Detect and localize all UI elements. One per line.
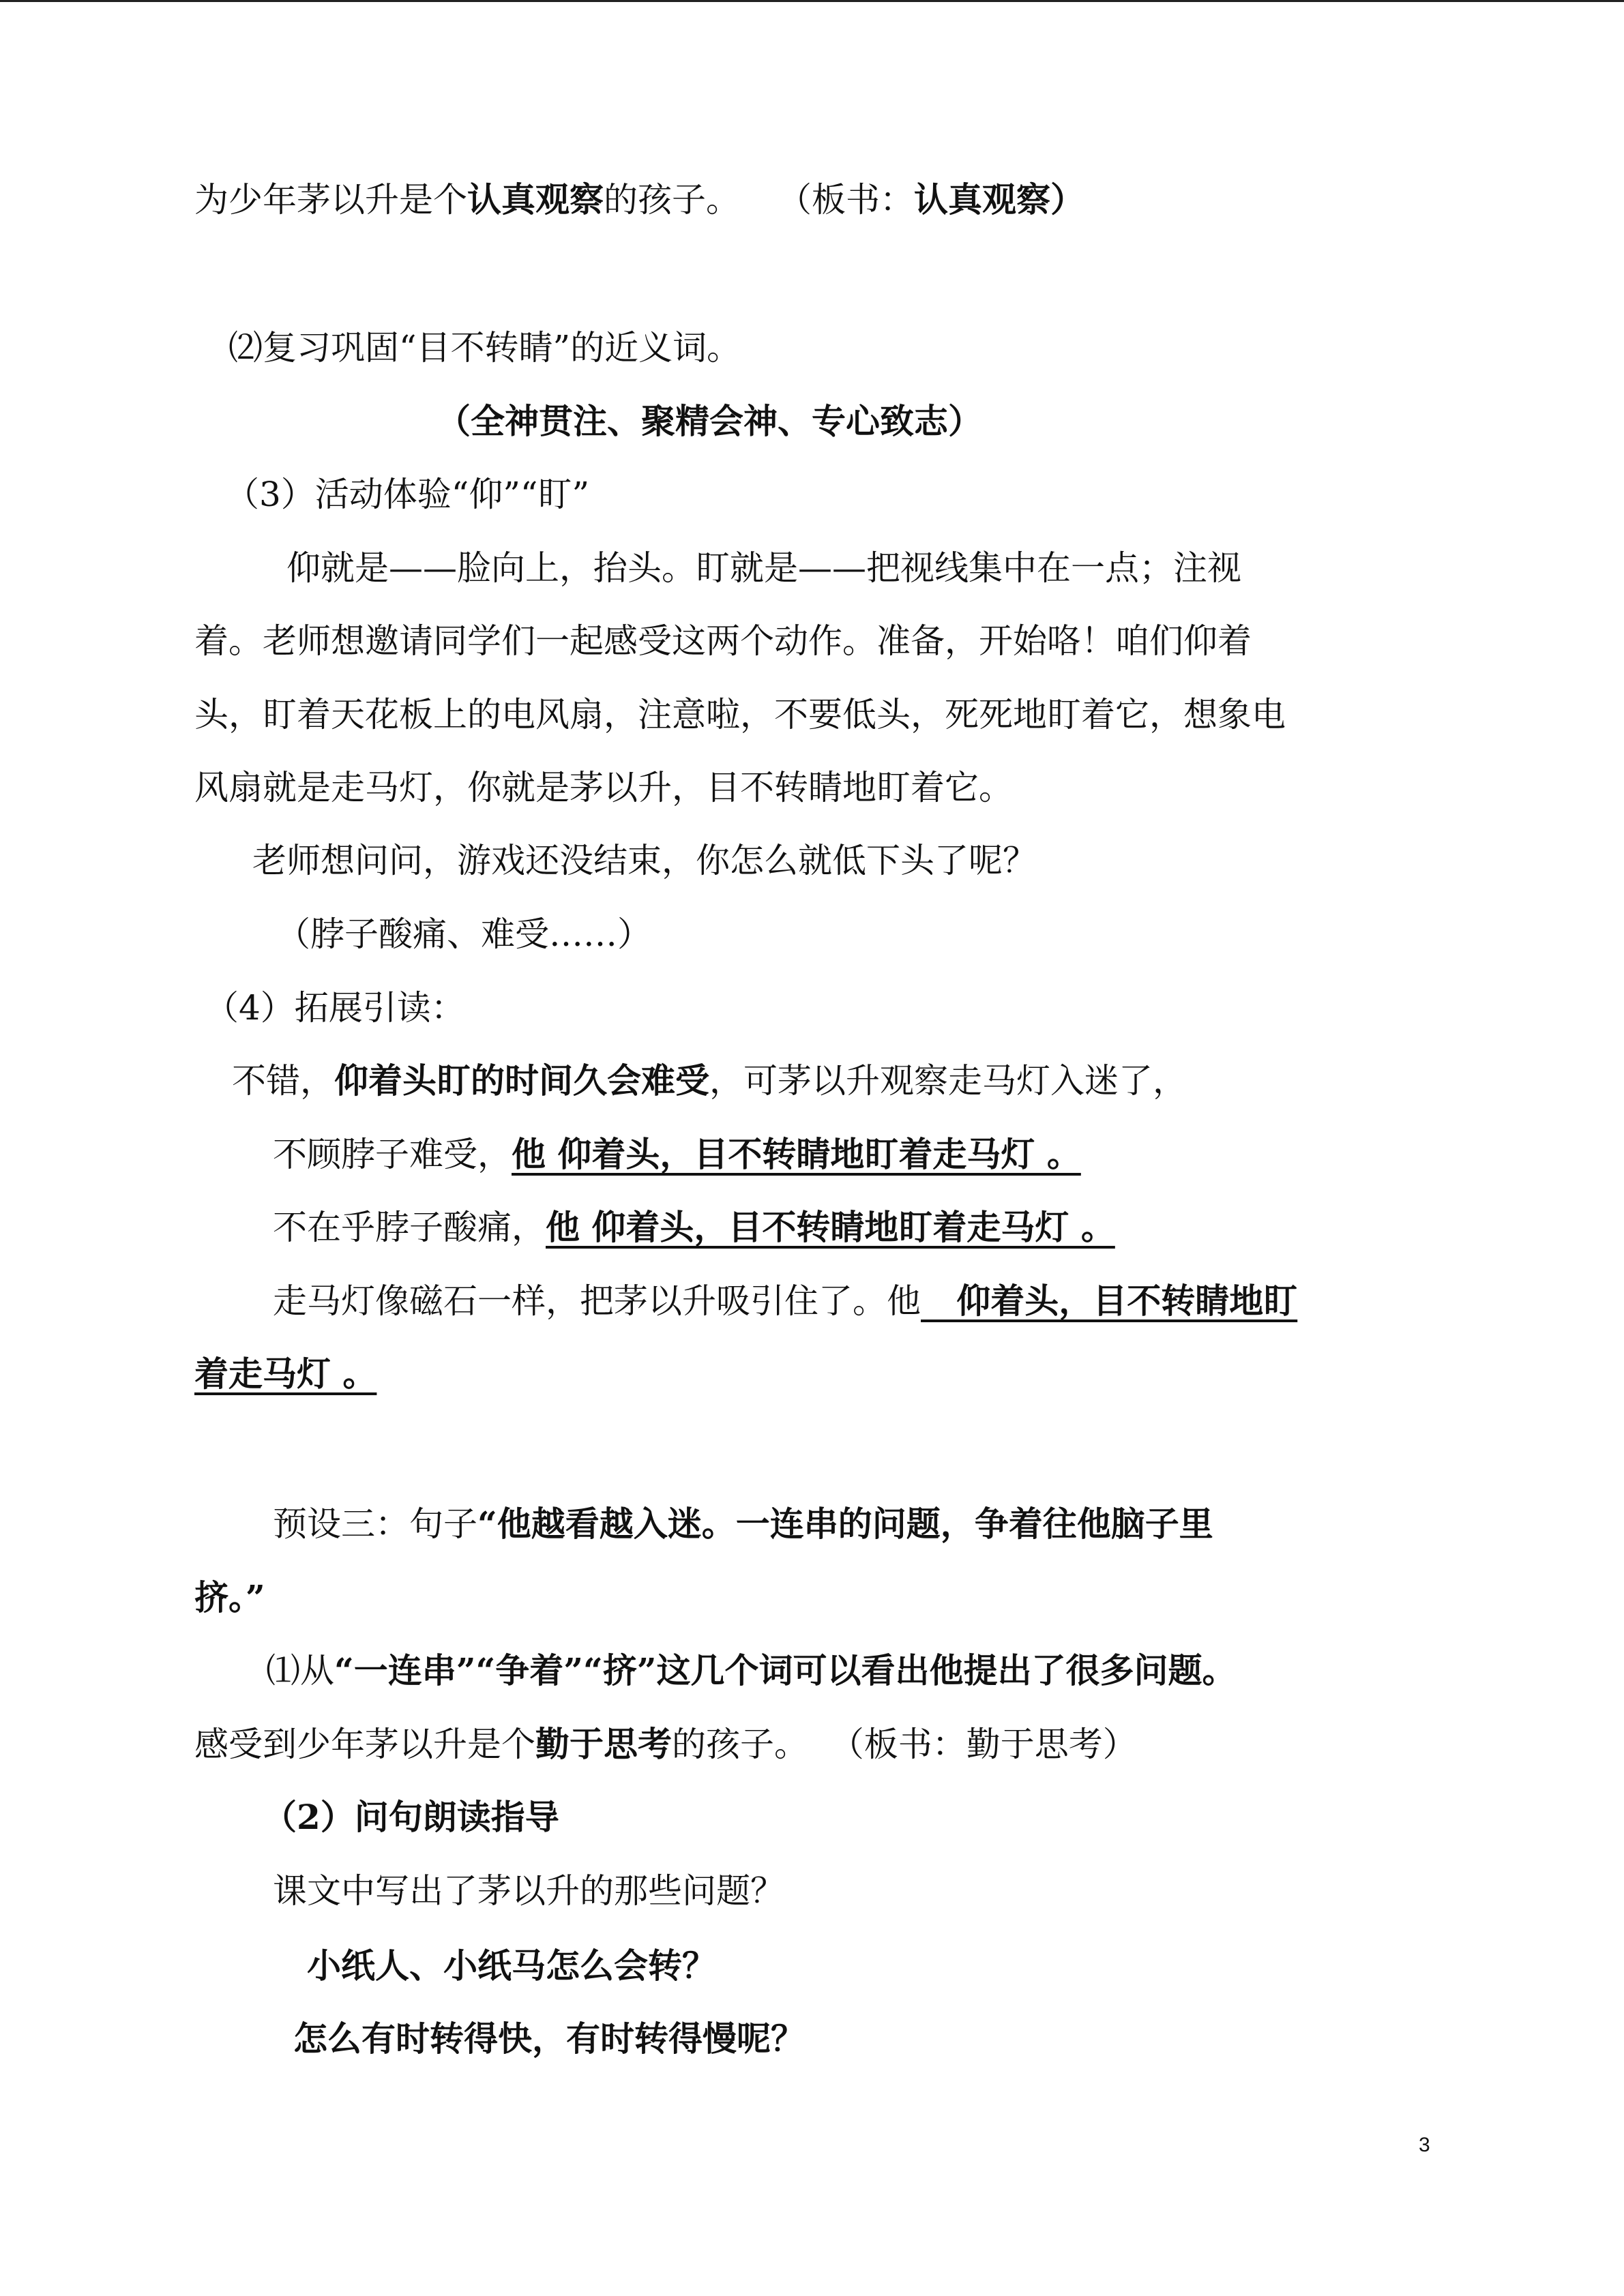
text-line-8: 风扇就是走马灯，你就是茅以升，目不转睛地盯着它。 <box>194 768 1013 807</box>
underlined-answer: 他 仰着头，目不转睛地盯着走马灯 。 <box>546 1207 1115 1247</box>
text-segment: 走马灯像磁石一样，把茅以升吸引住了。他 <box>273 1281 921 1321</box>
text-segment: 预设三：句子 <box>273 1504 477 1544</box>
text-line-23: 小纸人、小纸马怎么会转？ <box>307 1945 716 1986</box>
text-line-19 <box>266 1650 1237 1691</box>
text-line-4: （3）活动体验“仰”“盯” <box>225 475 590 514</box>
emphasis-text: 仰着头盯的时间久会难受 <box>334 1060 709 1101</box>
emphasis-text: 认真观察 <box>467 179 604 220</box>
text-line-17 <box>273 1504 1213 1545</box>
text-segment: ⑴从 <box>266 1651 334 1690</box>
text-segment: 为少年茅以升是个 <box>194 180 467 220</box>
text-line-16: 着走马灯 。 <box>194 1354 377 1394</box>
text-line-22: 课文中写出了茅以升的那些问题？ <box>273 1871 784 1911</box>
text-segment: （板书： <box>795 180 914 220</box>
emphasis-text: “一连串”“争着”“挤”这几个词可以看出他提出了很多问题。 <box>334 1650 1237 1690</box>
emphasis-text: 勤于思考 <box>535 1724 672 1764</box>
underlined-answer: 他 仰着头，目不转睛地盯着走马灯 。 <box>512 1134 1081 1174</box>
text-line-24: 怎么有时转得快，有时转得慢呢？ <box>293 2018 805 2059</box>
text-line-13 <box>273 1134 1081 1175</box>
text-line-11: （4）拓展引读： <box>205 988 465 1028</box>
emphasis-text: 认真观察） <box>914 179 1084 220</box>
text-line-9: 老师想问问，游戏还没结束，你怎么就低下头了呢？ <box>252 841 1037 880</box>
text-line-6: 着。老师想邀请同学们一起感受这两个动作。准备，开始咯！咱们仰着 <box>194 621 1252 661</box>
text-segment: 的孩子。 <box>604 180 740 220</box>
page-number: 3 <box>1419 2134 1430 2156</box>
text-line-1 <box>194 179 1084 220</box>
text-segment: 不错， <box>232 1061 334 1101</box>
emphasis-text: “他越看越入迷。一连串的问题，争着往他脑子里 <box>477 1504 1213 1544</box>
text-segment: 不在乎脖子酸痛， <box>273 1208 546 1247</box>
text-segment: 不顾脖子难受， <box>273 1135 512 1174</box>
text-line-3: （全神贯注、聚精会神、专心致志） <box>437 401 982 441</box>
text-segment: 的孩子。 （板书：勤于思考） <box>672 1725 1137 1764</box>
text-line-18: 挤。” <box>194 1577 265 1617</box>
text-line-12 <box>232 1060 1187 1101</box>
text-line-15 <box>273 1281 1297 1322</box>
text-line-10: （脖子酸痛、难受……） <box>276 914 651 954</box>
text-line-21: （2）问句朗读指导 <box>263 1797 559 1837</box>
page-top-border <box>0 0 1624 2</box>
text-line-7: 头，盯着天花板上的电风扇，注意啦，不要低头，死死地盯着它，想象电 <box>194 695 1286 734</box>
text-segment: ，可茅以升观察走马灯入迷了， <box>709 1061 1187 1101</box>
text-line-2: ⑵复习巩固“目不转睛”的近义词。 <box>228 328 741 368</box>
underlined-answer: 仰着头，目不转睛地盯 <box>921 1281 1298 1321</box>
text-line-14 <box>273 1207 1115 1248</box>
text-line-20 <box>194 1724 1137 1765</box>
text-segment: 感受到少年茅以升是个 <box>194 1725 535 1764</box>
text-line-5: 仰就是——脸向上，抬头。盯就是——把视线集中在一点；注视 <box>286 548 1241 588</box>
